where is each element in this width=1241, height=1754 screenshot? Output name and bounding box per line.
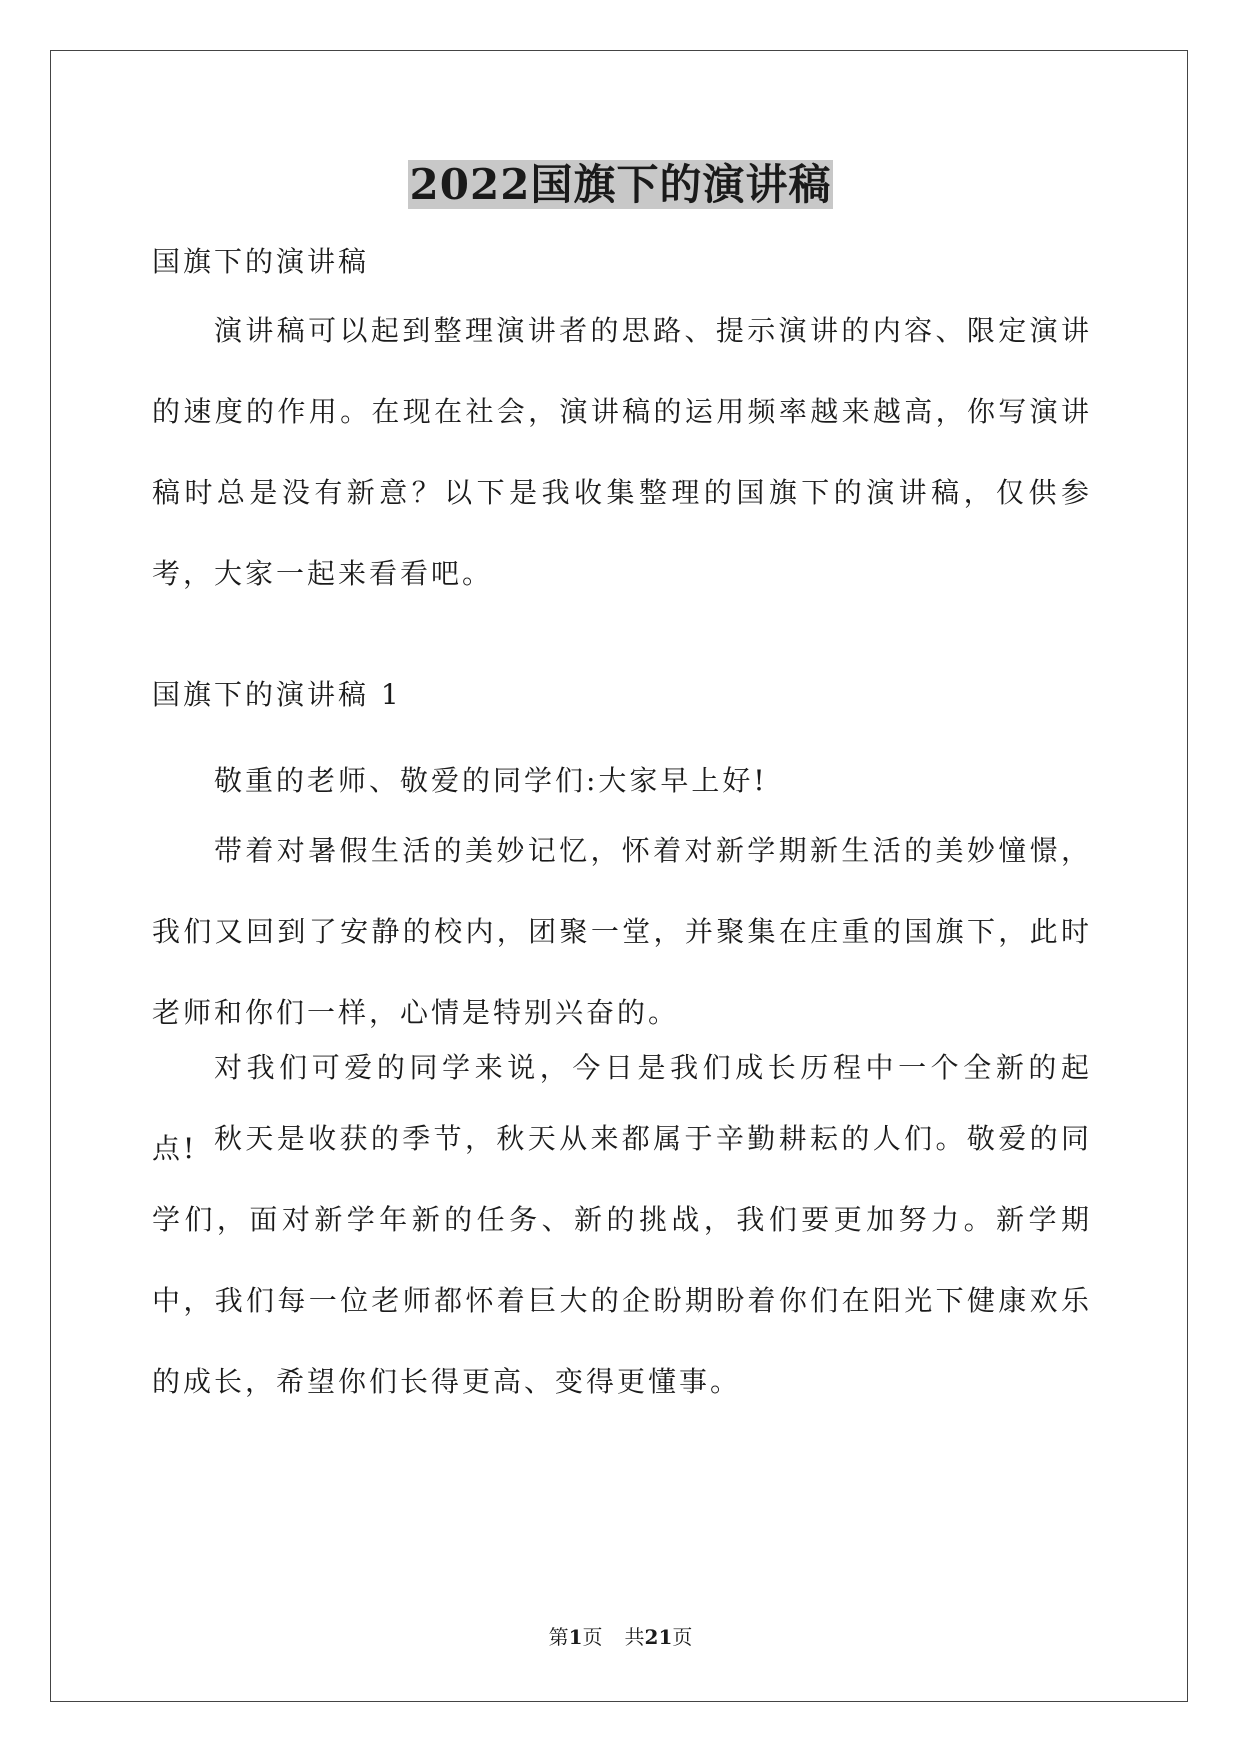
document-subtitle: 国旗下的演讲稿: [152, 245, 370, 278]
greeting-paragraph: 敬重的老师、敬爱的同学们:大家早上好!: [214, 764, 768, 797]
page-footer: [0, 1622, 1241, 1652]
page-total: 21: [644, 1625, 673, 1649]
page-prefix: 第: [548, 1625, 569, 1649]
body-paragraph: 对我们可爱的同学来说，今日是我们成长历程中一个全新的起点!: [152, 1051, 1092, 1165]
body-paragraph: 带着对暑假生活的美妙记忆，怀着对新学期新生活的美妙憧憬，我们又回到了安静的校内，团聚一堂，并聚集在庄重的国旗下，此时老师和你们一样，心情是特别兴奋的。: [152, 834, 1092, 1029]
total-suffix: 页: [672, 1625, 693, 1649]
page-current: 1: [568, 1625, 583, 1649]
document-title: [0, 156, 1241, 214]
page-suffix: 页: [582, 1625, 603, 1649]
title-highlight: 2022国旗下的演讲稿: [409, 160, 832, 209]
section-heading: 国旗下的演讲稿 1: [152, 678, 402, 711]
body-paragraph: 秋天是收获的季节，秋天从来都属于辛勤耕耘的人们。敬爱的同学们，面对新学年新的任务、新的挑战，我们要更加努力。新学期中，我们每一位老师都怀着巨大的企盼期盼着你们在阳光下健康欢乐的成长，希望你们长得更高、变得更懂事。: [152, 1122, 1092, 1398]
total-prefix: 共: [624, 1625, 645, 1649]
intro-paragraph: 演讲稿可以起到整理演讲者的思路、提示演讲的内容、限定演讲的速度的作用。在现在社会，演讲稿的运用频率越来越高，你写演讲稿时总是没有新意？以下是我收集整理的国旗下的演讲稿，仅供参考，大家一起来看看吧。: [152, 314, 1092, 590]
